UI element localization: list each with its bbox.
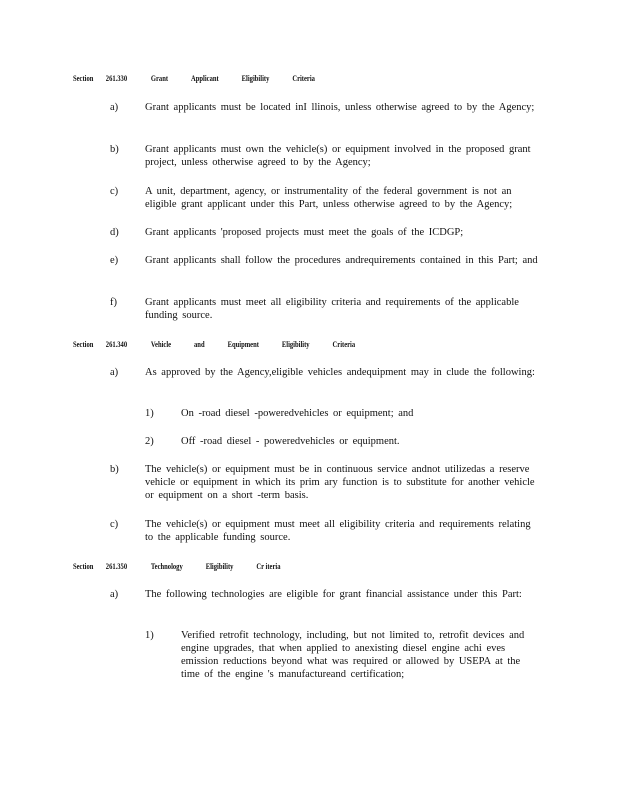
section-title-word: Criteria bbox=[292, 74, 315, 83]
item-text: Grant applicants shall follow the procedures andrequirements contained in this Part; and bbox=[145, 255, 538, 266]
item-text: Grant applicants must own the vehicle(s) or equipment involved in the proposed grant project, unless otherwise agreed to by the Agency; bbox=[145, 144, 531, 168]
section-title-word: Vehicle bbox=[150, 340, 172, 349]
section-number: 261.350 bbox=[105, 562, 128, 571]
subitem-text: Off -road diesel - poweredvehicles or equipment. bbox=[181, 436, 400, 447]
section-title-word: Eligibility bbox=[241, 74, 270, 83]
item-marker: b) bbox=[110, 144, 119, 155]
item-text: The following technologies are eligible for grant financial assistance under this Part: bbox=[145, 589, 522, 600]
subitem-marker: 1) bbox=[145, 408, 154, 419]
section-title-word: Applicant bbox=[190, 74, 219, 83]
item-marker: f) bbox=[110, 297, 117, 308]
item-text: As approved by the Agency,eligible vehicles andequipment may in clude the following: bbox=[145, 367, 535, 378]
subitem-marker: 2) bbox=[145, 436, 154, 447]
section-title-word: Equipment bbox=[227, 340, 259, 349]
section-title-word: Eligibility bbox=[281, 340, 310, 349]
section-label: Section bbox=[73, 340, 94, 349]
section-number: 261.340 bbox=[105, 340, 128, 349]
subitem-marker: 1) bbox=[145, 630, 154, 641]
item-marker: c) bbox=[110, 519, 119, 530]
item-text: The vehicle(s) or equipment must meet all eligibility criteria and requirements relating to the applicable funding source. bbox=[145, 519, 531, 543]
subitem-text: Verified retrofit technology, including, but not limited to, retrofit devices and engine upgrades, that when applied to anexisting diesel engine achi eves emission reductions beyond what was required or allowed by USEPA at the time of the engine 's manufactureand certification; bbox=[181, 630, 525, 680]
item-text: Grant applicants 'proposed projects must meet the goals of the ICDGP; bbox=[145, 227, 464, 238]
item-text: Grant applicants must meet all eligibility criteria and requirements of the applicable funding source. bbox=[145, 297, 519, 321]
section-heading-261-350 bbox=[73, 562, 303, 574]
item-marker: b) bbox=[110, 464, 119, 475]
section-label: Section bbox=[73, 74, 94, 83]
section-title-word: and bbox=[194, 340, 205, 349]
item-marker: c) bbox=[110, 186, 119, 197]
section-title-word: Cr iteria bbox=[256, 562, 281, 571]
section-heading-261-340 bbox=[73, 340, 378, 352]
subitem-text: On -road diesel -poweredvehicles or equipment; and bbox=[181, 408, 414, 419]
item-text: The vehicle(s) or equipment must be in continuous service andnot utilizedas a reserve vehicle or equipment in which its prim ary function is to substitute for another vehicle or equipment on a short -term basis. bbox=[145, 464, 535, 501]
item-marker: d) bbox=[110, 227, 119, 238]
section-label: Section bbox=[73, 562, 94, 571]
item-marker: a) bbox=[110, 102, 119, 113]
section-title-word: Grant bbox=[150, 74, 169, 83]
item-marker: e) bbox=[110, 255, 119, 266]
item-text: A unit, department, agency, or instrumentality of the federal government is not an eligible grant applicant under this Part, unless otherwise agreed to by the Agency; bbox=[145, 186, 513, 210]
item-marker: a) bbox=[110, 589, 119, 600]
section-title-word: Criteria bbox=[332, 340, 356, 349]
section-number: 261.330 bbox=[105, 74, 128, 83]
section-title-word: Technology bbox=[150, 562, 183, 571]
section-title-word: Eligibility bbox=[205, 562, 234, 571]
item-marker: a) bbox=[110, 367, 119, 378]
item-text: Grant applicants must be located inI llinois, unless otherwise agreed to by the Agency; bbox=[145, 102, 535, 113]
section-heading-261-330 bbox=[73, 74, 338, 86]
